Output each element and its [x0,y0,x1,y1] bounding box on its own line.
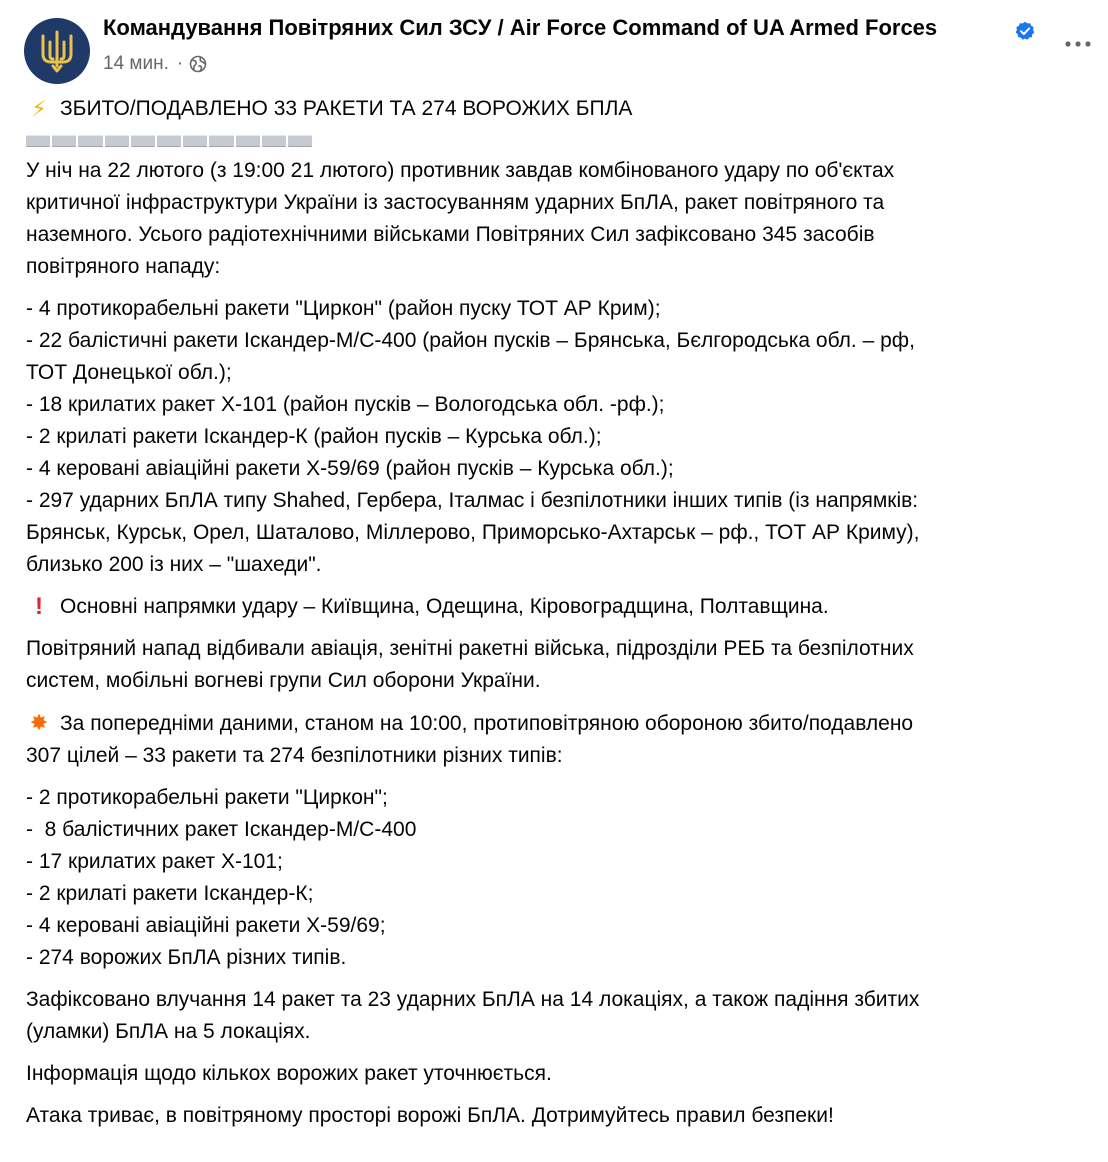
explosion-icon: ✸ [29,710,49,735]
list-item: Брянськ, Курськ, Орел, Шаталово, Міллерово, Приморсько-Ахтарськ – рф., ТОТ АР Криму), [26,521,920,544]
page-name-link[interactable]: Командування Повітряних Сил ЗСУ / Air Force Command of UA Armed Forces [103,15,938,40]
separator-bar [26,135,312,147]
post-text [26,93,1094,1142]
defense-paragraph [26,633,1094,697]
headline-text: ЗБИТО/ПОДАВЛЕНО 33 РАКЕТИ ТА 274 ВОРОЖИХ БПЛА [60,97,633,120]
list-item: - 18 крилатих ракет Х-101 (район пусків – Вологодська обл. -рф.); [26,393,665,416]
post-meta [103,53,207,75]
intro-line: критичної інфраструктури України із застосуванням ударних БпЛА, ракет повітряного та [26,191,885,214]
ongoing-paragraph: Атака триває, в повітряному просторі ворожі БпЛА. Дотримуйтесь правил безпеки! [26,1104,834,1127]
results-line: 307 цілей – 33 ракети та 274 безпілотники різних типів: [26,744,563,767]
meta-separator: · [176,53,184,74]
post-timestamp[interactable]: 14 мин. [103,53,169,74]
results-text: За попередніми даними, станом на 10:00, протиповітряною обороною збито/подавлено [60,712,914,735]
defense-line: Повітряний напад відбивали авіація, зенітні ракетні війська, підрозділи РЕБ та безпілотних [26,637,914,660]
list-item: - 274 ворожих БпЛА різних типів. [26,946,347,969]
list-item: - 17 крилатих ракет Х-101; [26,850,283,873]
defense-line: систем, мобільні вогневі групи Сил оборони України. [26,669,541,692]
list-item: - 2 крилаті ракети Іскандер-К; [26,882,314,905]
hits-line: Зафіксовано влучання 14 ракет та 23 ударних БпЛА на 14 локаціях, а також падіння збитих [26,988,920,1011]
results-paragraph [26,707,1094,772]
list-item: - 4 керовані авіаційні ракети Х-59/69 (район пусків – Курська обл.); [26,457,674,480]
list-item: - 2 протикорабельні ракети "Циркон"; [26,786,388,809]
globe-icon[interactable] [189,55,207,73]
more-options-icon [1065,41,1091,47]
intro-paragraph [26,155,1094,283]
list-item: - 4 протикорабельні ракети "Циркон" (район пуску ТОТ АР Крим); [26,297,661,320]
directions-paragraph [26,591,1094,623]
list-item: - 297 ударних БпЛА типу Shahed, Гербера, Італмас і безпілотники інших типів (із напрямків: [26,489,919,512]
list-item: - 8 балістичних ракет Іскандер-М/С-400 [26,818,417,841]
more-options-button[interactable] [1060,32,1096,56]
results-line [26,707,1094,740]
list-item: - 2 крилаті ракети Іскандер-К (район пусків – Курська обл.); [26,425,602,448]
list-item: - 4 керовані авіаційні ракети Х-59/69; [26,914,386,937]
hits-paragraph [26,984,1094,1048]
headline [26,93,1094,125]
destroyed-list [26,782,1094,974]
clarifying-paragraph: Інформація щодо кількох ворожих ракет уточнюється. [26,1062,552,1085]
list-item: - 22 балістичні ракети Іскандер-М/С-400 (район пусків – Брянська, Бєлгородська обл. – рф, [26,329,915,352]
lightning-icon: ⚡ [31,96,47,121]
list-item: ТОТ Донецької обл.); [26,361,232,384]
directions-text: Основні напрямки удару – Київщина, Одещина, Кіровоградщина, Полтавщина. [60,595,829,618]
list-item: близько 200 із них – "шахеди". [26,553,322,576]
page-avatar[interactable] [24,18,90,84]
verified-badge-icon [1015,21,1035,41]
intro-line: повітряного нападу: [26,255,221,278]
hits-line: (уламки) БпЛА на 5 локаціях. [26,1020,311,1043]
intro-line: У ніч на 22 лютого (з 19:00 21 лютого) противник завдав комбінованого удару по об'єктах [26,159,895,182]
intro-line: наземного. Усього радіотехнічними військами Повітряних Сил зафіксовано 345 засобів [26,223,875,246]
trident-logo [37,28,77,74]
launched-list [26,293,1094,581]
exclamation-icon: ! [35,593,43,620]
